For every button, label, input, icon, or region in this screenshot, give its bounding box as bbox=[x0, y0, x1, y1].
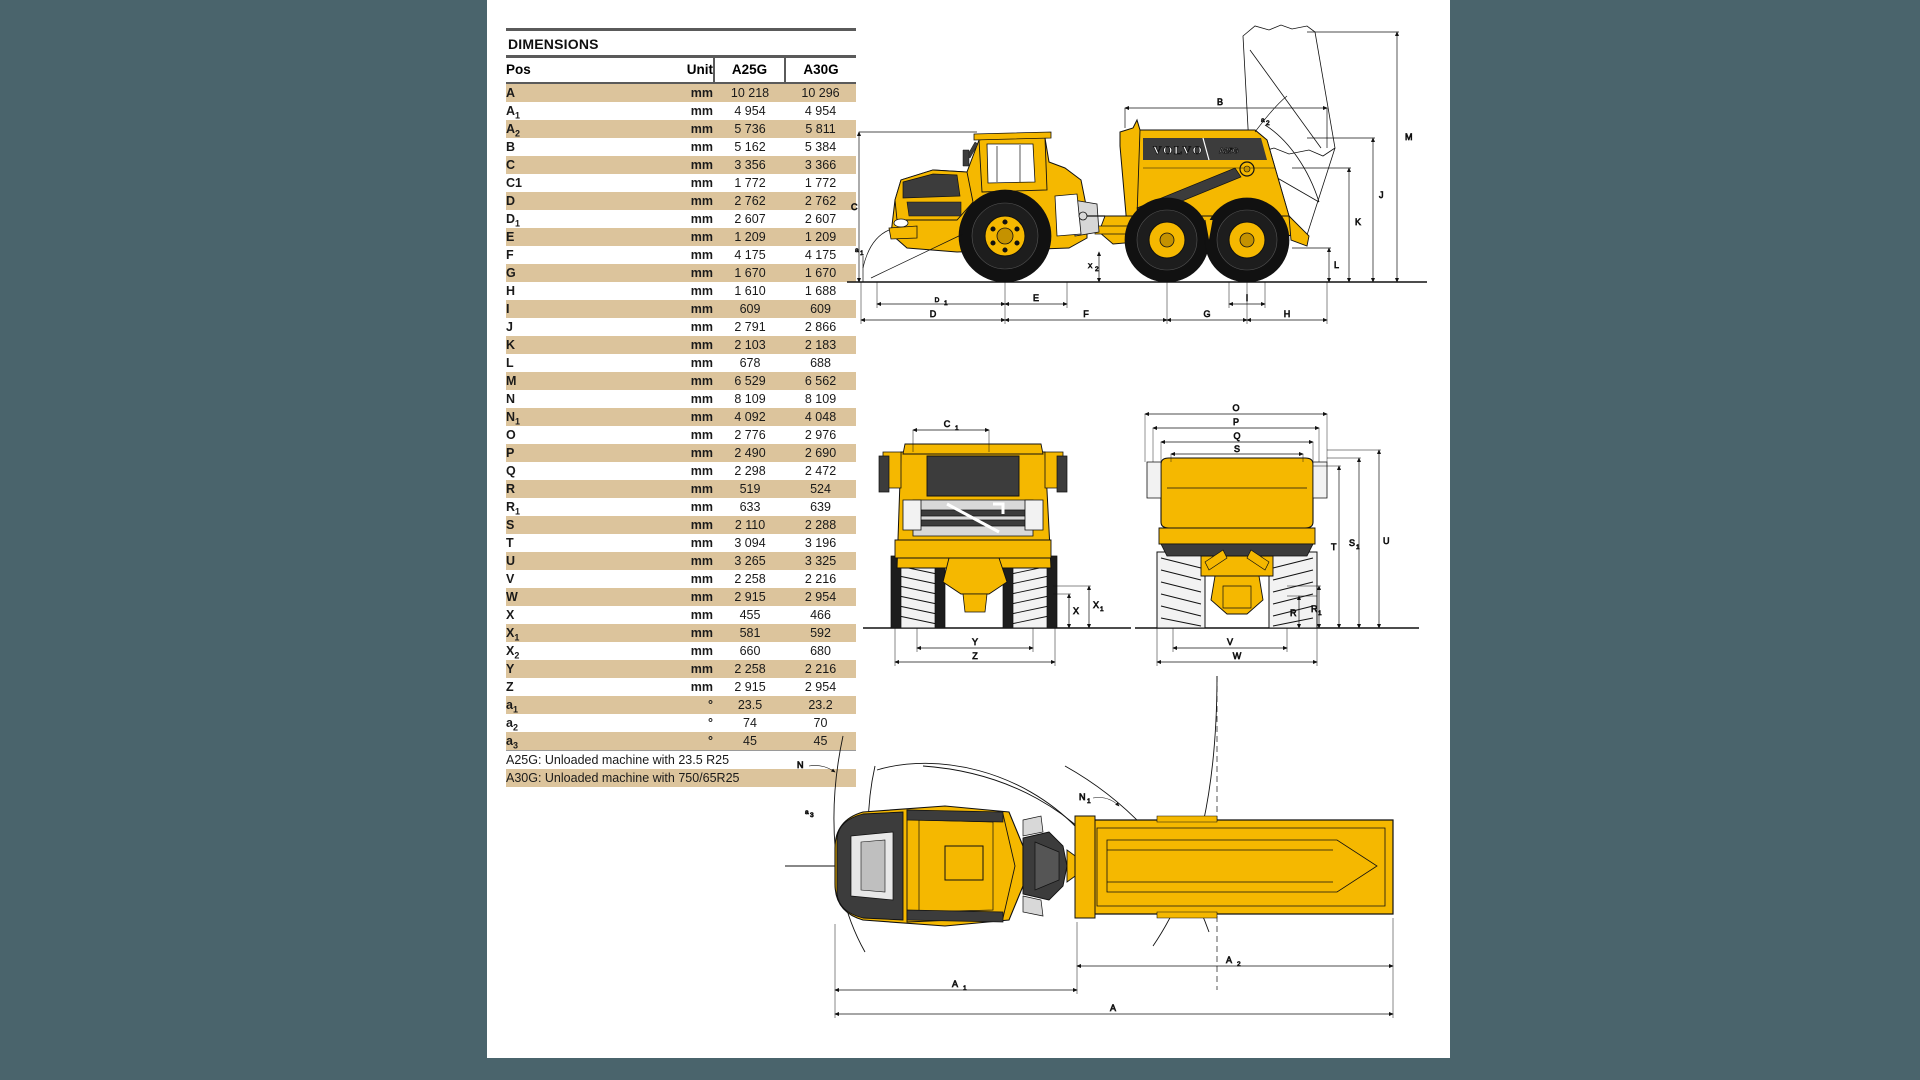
svg-text:B: B bbox=[1216, 97, 1224, 107]
svg-text:2: 2 bbox=[1266, 120, 1270, 127]
svg-text:U: U bbox=[1383, 536, 1390, 546]
svg-text:a: a bbox=[805, 809, 809, 816]
pos-subscript: 1 bbox=[515, 110, 521, 121]
table-row bbox=[506, 138, 856, 156]
cell-a25g: 4 175 bbox=[714, 246, 785, 264]
cell-a25g: 2 298 bbox=[714, 462, 785, 480]
svg-text:C: C bbox=[851, 202, 858, 212]
svg-text:L: L bbox=[1334, 260, 1340, 270]
cell-a30g: 23.2 bbox=[785, 696, 856, 714]
cell-a30g: 466 bbox=[785, 606, 856, 624]
cell-unit: mm bbox=[634, 390, 714, 408]
table-row bbox=[506, 246, 856, 264]
svg-text:A: A bbox=[1225, 955, 1233, 965]
svg-text:1: 1 bbox=[1356, 544, 1360, 551]
cell-pos: C1 bbox=[506, 174, 634, 192]
rear-view-drawing bbox=[1127, 400, 1427, 670]
cell-a25g: 3 356 bbox=[714, 156, 785, 174]
svg-text:H: H bbox=[1283, 309, 1291, 319]
cell-unit: ° bbox=[634, 696, 714, 714]
svg-text:VOLVO: VOLVO bbox=[1153, 143, 1204, 157]
cell-pos: H bbox=[506, 282, 634, 300]
cell-unit: mm bbox=[634, 228, 714, 246]
cell-a25g: 455 bbox=[714, 606, 785, 624]
cell-a30g: 3 196 bbox=[785, 534, 856, 552]
cell-pos: C bbox=[506, 156, 634, 174]
cell-pos: Y bbox=[506, 660, 634, 678]
svg-text:R: R bbox=[1290, 608, 1297, 618]
cell-a30g: 2 866 bbox=[785, 318, 856, 336]
cell-a25g: 633 bbox=[714, 498, 785, 516]
cell-a30g: 4 954 bbox=[785, 102, 856, 120]
cell-a30g: 2 472 bbox=[785, 462, 856, 480]
cell-a25g: 2 490 bbox=[714, 444, 785, 462]
cell-a25g: 2 915 bbox=[714, 588, 785, 606]
cell-a30g: 3 325 bbox=[785, 552, 856, 570]
cell-unit: mm bbox=[634, 102, 714, 120]
svg-text:1: 1 bbox=[944, 300, 948, 307]
cell-unit: mm bbox=[634, 372, 714, 390]
svg-text:A: A bbox=[1109, 1003, 1117, 1013]
col-header-pos: Pos bbox=[506, 57, 634, 84]
cell-a25g: 2 258 bbox=[714, 570, 785, 588]
table-row bbox=[506, 174, 856, 192]
cell-a25g: 1 209 bbox=[714, 228, 785, 246]
table-row bbox=[506, 462, 856, 480]
table-row bbox=[506, 498, 856, 516]
cell-a30g: 3 366 bbox=[785, 156, 856, 174]
pos-subscript: 3 bbox=[512, 740, 518, 751]
cell-unit: mm bbox=[634, 174, 714, 192]
cell-pos: W bbox=[506, 588, 634, 606]
cell-pos: $R_1$ bbox=[506, 498, 634, 516]
panel-top-rule bbox=[506, 28, 856, 31]
note-text: A25G: Unloaded machine with 23.5 R25 bbox=[506, 751, 856, 769]
cell-a30g: 1 209 bbox=[785, 228, 856, 246]
table-row bbox=[506, 444, 856, 462]
pos-subscript: 1 bbox=[515, 218, 521, 229]
cell-a30g: 8 109 bbox=[785, 390, 856, 408]
svg-text:1: 1 bbox=[1087, 798, 1091, 805]
cell-a30g: 1 670 bbox=[785, 264, 856, 282]
cell-pos: $A_2$ bbox=[506, 120, 634, 138]
cell-unit: ° bbox=[634, 732, 714, 750]
cell-unit: mm bbox=[634, 264, 714, 282]
svg-text:V: V bbox=[1226, 637, 1234, 647]
table-row bbox=[506, 426, 856, 444]
cell-a25g: 1 610 bbox=[714, 282, 785, 300]
cell-unit: mm bbox=[634, 642, 714, 660]
cell-a25g: 2 776 bbox=[714, 426, 785, 444]
cell-pos: P bbox=[506, 444, 634, 462]
svg-text:A: A bbox=[951, 979, 959, 989]
table-row bbox=[506, 606, 856, 624]
svg-text:F: F bbox=[1083, 309, 1089, 319]
cell-pos: $X_1$ bbox=[506, 624, 634, 642]
cell-unit: mm bbox=[634, 552, 714, 570]
dimensions-table bbox=[506, 55, 856, 750]
cell-pos: R bbox=[506, 480, 634, 498]
cell-unit: mm bbox=[634, 660, 714, 678]
table-header-row bbox=[506, 57, 856, 84]
col-header-a30g: A30G bbox=[785, 57, 856, 84]
cell-pos: S bbox=[506, 516, 634, 534]
svg-text:K: K bbox=[1355, 217, 1362, 227]
cell-a25g: 2 607 bbox=[714, 210, 785, 228]
svg-text:N: N bbox=[1079, 792, 1086, 802]
cell-unit: mm bbox=[634, 444, 714, 462]
svg-text:N: N bbox=[797, 760, 804, 770]
cell-a30g: 2 216 bbox=[785, 570, 856, 588]
col-header-unit: Unit bbox=[634, 57, 714, 84]
cell-unit: mm bbox=[634, 246, 714, 264]
cell-a30g: 1 688 bbox=[785, 282, 856, 300]
cell-pos: K bbox=[506, 336, 634, 354]
panel-title: DIMENSIONS bbox=[508, 36, 599, 52]
cell-pos: A bbox=[506, 83, 634, 102]
cell-a30g: 2 954 bbox=[785, 588, 856, 606]
cell-pos: O bbox=[506, 426, 634, 444]
cell-a30g: 2 690 bbox=[785, 444, 856, 462]
table-row bbox=[506, 336, 856, 354]
table-row bbox=[506, 534, 856, 552]
svg-text:I: I bbox=[1245, 293, 1249, 303]
cell-a30g: 70 bbox=[785, 714, 856, 732]
cell-pos: T bbox=[506, 534, 634, 552]
cell-pos: Q bbox=[506, 462, 634, 480]
table-row bbox=[506, 83, 856, 102]
svg-text:G: G bbox=[1203, 309, 1211, 319]
table-row bbox=[506, 264, 856, 282]
table-row bbox=[506, 516, 856, 534]
cell-pos: N bbox=[506, 390, 634, 408]
svg-text:1: 1 bbox=[963, 985, 967, 992]
cell-unit: mm bbox=[634, 120, 714, 138]
svg-text:T: T bbox=[1331, 542, 1337, 552]
cell-pos: $N_1$ bbox=[506, 408, 634, 426]
cell-a30g: 10 296 bbox=[785, 83, 856, 102]
svg-text:M: M bbox=[1405, 132, 1413, 142]
cell-a30g: 609 bbox=[785, 300, 856, 318]
cell-a25g: 45 bbox=[714, 732, 785, 750]
side-view-drawing bbox=[837, 20, 1437, 350]
table-row bbox=[506, 318, 856, 336]
cell-a25g: 1 670 bbox=[714, 264, 785, 282]
note-text: A30G: Unloaded machine with 750/65R25 bbox=[506, 769, 856, 787]
cell-a25g: 5 162 bbox=[714, 138, 785, 156]
table-row bbox=[506, 192, 856, 210]
svg-text:a: a bbox=[855, 247, 859, 254]
cell-pos: $a_3$ bbox=[506, 732, 634, 750]
cell-a25g: 2 791 bbox=[714, 318, 785, 336]
cell-pos: J bbox=[506, 318, 634, 336]
cell-unit: mm bbox=[634, 192, 714, 210]
table-row bbox=[506, 570, 856, 588]
pos-subscript: 1 bbox=[514, 632, 520, 643]
svg-text:X: X bbox=[1073, 606, 1080, 616]
cell-unit: mm bbox=[634, 516, 714, 534]
front-view-drawing bbox=[857, 400, 1137, 670]
pos-subscript: 2 bbox=[514, 650, 520, 661]
cell-a30g: 592 bbox=[785, 624, 856, 642]
cell-pos: B bbox=[506, 138, 634, 156]
top-view-drawing bbox=[777, 660, 1437, 1050]
svg-text:J: J bbox=[1379, 190, 1384, 200]
cell-a30g: 6 562 bbox=[785, 372, 856, 390]
cell-a25g: 2 915 bbox=[714, 678, 785, 696]
cell-pos: $D_1$ bbox=[506, 210, 634, 228]
svg-text:Z: Z bbox=[972, 651, 978, 661]
cell-pos: G bbox=[506, 264, 634, 282]
svg-text:O: O bbox=[1232, 403, 1240, 413]
table-row bbox=[506, 588, 856, 606]
cell-a25g: 519 bbox=[714, 480, 785, 498]
svg-text:C: C bbox=[943, 419, 951, 429]
cell-unit: mm bbox=[634, 408, 714, 426]
cell-unit: ° bbox=[634, 714, 714, 732]
cell-unit: mm bbox=[634, 282, 714, 300]
svg-text:X: X bbox=[1093, 600, 1100, 610]
cell-pos: $a_2$ bbox=[506, 714, 634, 732]
cell-a25g: 2 110 bbox=[714, 516, 785, 534]
cell-a25g: 8 109 bbox=[714, 390, 785, 408]
document-sheet bbox=[487, 0, 1450, 1058]
cell-a25g: 6 529 bbox=[714, 372, 785, 390]
cell-unit: mm bbox=[634, 426, 714, 444]
cell-a30g: 2 288 bbox=[785, 516, 856, 534]
cell-a30g: 4 175 bbox=[785, 246, 856, 264]
cell-unit: mm bbox=[634, 588, 714, 606]
cell-pos: I bbox=[506, 300, 634, 318]
cell-a25g: 4 092 bbox=[714, 408, 785, 426]
cell-pos: M bbox=[506, 372, 634, 390]
cell-a30g: 5 811 bbox=[785, 120, 856, 138]
svg-text:X: X bbox=[1088, 263, 1093, 270]
cell-unit: mm bbox=[634, 570, 714, 588]
cell-unit: mm bbox=[634, 138, 714, 156]
cell-a25g: 74 bbox=[714, 714, 785, 732]
cell-a30g: 524 bbox=[785, 480, 856, 498]
cell-a30g: 688 bbox=[785, 354, 856, 372]
table-row bbox=[506, 642, 856, 660]
cell-unit: mm bbox=[634, 606, 714, 624]
cell-a30g: 4 048 bbox=[785, 408, 856, 426]
table-row bbox=[506, 300, 856, 318]
cell-pos: D bbox=[506, 192, 634, 210]
cell-pos: Z bbox=[506, 678, 634, 696]
svg-text:E: E bbox=[1032, 293, 1040, 303]
cell-unit: mm bbox=[634, 300, 714, 318]
svg-text:a: a bbox=[1261, 117, 1265, 124]
cell-pos: E bbox=[506, 228, 634, 246]
cell-pos: X bbox=[506, 606, 634, 624]
cell-a30g: 1 772 bbox=[785, 174, 856, 192]
cell-a30g: 680 bbox=[785, 642, 856, 660]
cell-a30g: 2 216 bbox=[785, 660, 856, 678]
table-row bbox=[506, 102, 856, 120]
pos-subscript: 1 bbox=[515, 416, 521, 427]
cell-unit: mm bbox=[634, 83, 714, 102]
cell-pos: F bbox=[506, 246, 634, 264]
svg-text:2: 2 bbox=[1237, 961, 1241, 968]
cell-unit: mm bbox=[634, 678, 714, 696]
svg-text:1: 1 bbox=[1100, 606, 1104, 613]
table-row bbox=[506, 408, 856, 426]
svg-text:A25G: A25G bbox=[1219, 146, 1239, 155]
pos-subscript: 1 bbox=[512, 704, 518, 715]
cell-unit: mm bbox=[634, 462, 714, 480]
cell-a25g: 4 954 bbox=[714, 102, 785, 120]
cell-a25g: 678 bbox=[714, 354, 785, 372]
cell-a30g: 2 954 bbox=[785, 678, 856, 696]
table-row bbox=[506, 624, 856, 642]
svg-text:3: 3 bbox=[810, 812, 814, 819]
cell-unit: mm bbox=[634, 210, 714, 228]
cell-pos: U bbox=[506, 552, 634, 570]
cell-a25g: 609 bbox=[714, 300, 785, 318]
svg-text:Y: Y bbox=[971, 637, 979, 647]
svg-text:S: S bbox=[1349, 538, 1356, 548]
svg-text:P: P bbox=[1232, 417, 1240, 427]
table-row bbox=[506, 552, 856, 570]
table-row bbox=[506, 156, 856, 174]
cell-a25g: 660 bbox=[714, 642, 785, 660]
table-row bbox=[506, 228, 856, 246]
cell-pos: $X_2$ bbox=[506, 642, 634, 660]
cell-a25g: 3 265 bbox=[714, 552, 785, 570]
cell-unit: mm bbox=[634, 534, 714, 552]
cell-a30g: 639 bbox=[785, 498, 856, 516]
cell-a25g: 2 762 bbox=[714, 192, 785, 210]
svg-text:Q: Q bbox=[1233, 431, 1241, 441]
col-header-a25g: A25G bbox=[714, 57, 785, 84]
cell-unit: mm bbox=[634, 498, 714, 516]
cell-unit: mm bbox=[634, 480, 714, 498]
cell-unit: mm bbox=[634, 354, 714, 372]
pos-subscript: 2 bbox=[512, 722, 518, 733]
dimensions-table-body bbox=[506, 83, 856, 750]
cell-unit: mm bbox=[634, 624, 714, 642]
cell-a30g: 45 bbox=[785, 732, 856, 750]
svg-text:W: W bbox=[1232, 651, 1242, 661]
cell-a25g: 581 bbox=[714, 624, 785, 642]
cell-pos: L bbox=[506, 354, 634, 372]
cell-a25g: 1 772 bbox=[714, 174, 785, 192]
table-row bbox=[506, 210, 856, 228]
cell-a30g: 2 183 bbox=[785, 336, 856, 354]
cell-a25g: 5 736 bbox=[714, 120, 785, 138]
svg-text:1: 1 bbox=[860, 250, 864, 257]
svg-text:1: 1 bbox=[1318, 610, 1322, 617]
table-row bbox=[506, 480, 856, 498]
cell-unit: mm bbox=[634, 336, 714, 354]
cell-pos: V bbox=[506, 570, 634, 588]
cell-a25g: 10 218 bbox=[714, 83, 785, 102]
cell-a25g: 2 258 bbox=[714, 660, 785, 678]
cell-a30g: 2 607 bbox=[785, 210, 856, 228]
table-row bbox=[506, 354, 856, 372]
table-row bbox=[506, 282, 856, 300]
pos-subscript: 2 bbox=[515, 128, 521, 139]
svg-text:S: S bbox=[1233, 444, 1241, 454]
cell-a25g: 3 094 bbox=[714, 534, 785, 552]
table-row bbox=[506, 372, 856, 390]
cell-a30g: 5 384 bbox=[785, 138, 856, 156]
svg-text:D: D bbox=[934, 297, 940, 304]
table-row bbox=[506, 120, 856, 138]
pos-subscript: 1 bbox=[515, 506, 521, 517]
cell-a30g: 2 762 bbox=[785, 192, 856, 210]
cell-unit: mm bbox=[634, 156, 714, 174]
cell-unit: mm bbox=[634, 318, 714, 336]
svg-text:2: 2 bbox=[1095, 266, 1099, 273]
cell-pos: $a_1$ bbox=[506, 696, 634, 714]
cell-a30g: 2 976 bbox=[785, 426, 856, 444]
svg-text:1: 1 bbox=[955, 425, 959, 432]
cell-a25g: 2 103 bbox=[714, 336, 785, 354]
svg-text:R: R bbox=[1311, 604, 1318, 614]
svg-text:D: D bbox=[929, 309, 937, 319]
table-row bbox=[506, 390, 856, 408]
cell-a25g: 23.5 bbox=[714, 696, 785, 714]
cell-pos: $A_1$ bbox=[506, 102, 634, 120]
